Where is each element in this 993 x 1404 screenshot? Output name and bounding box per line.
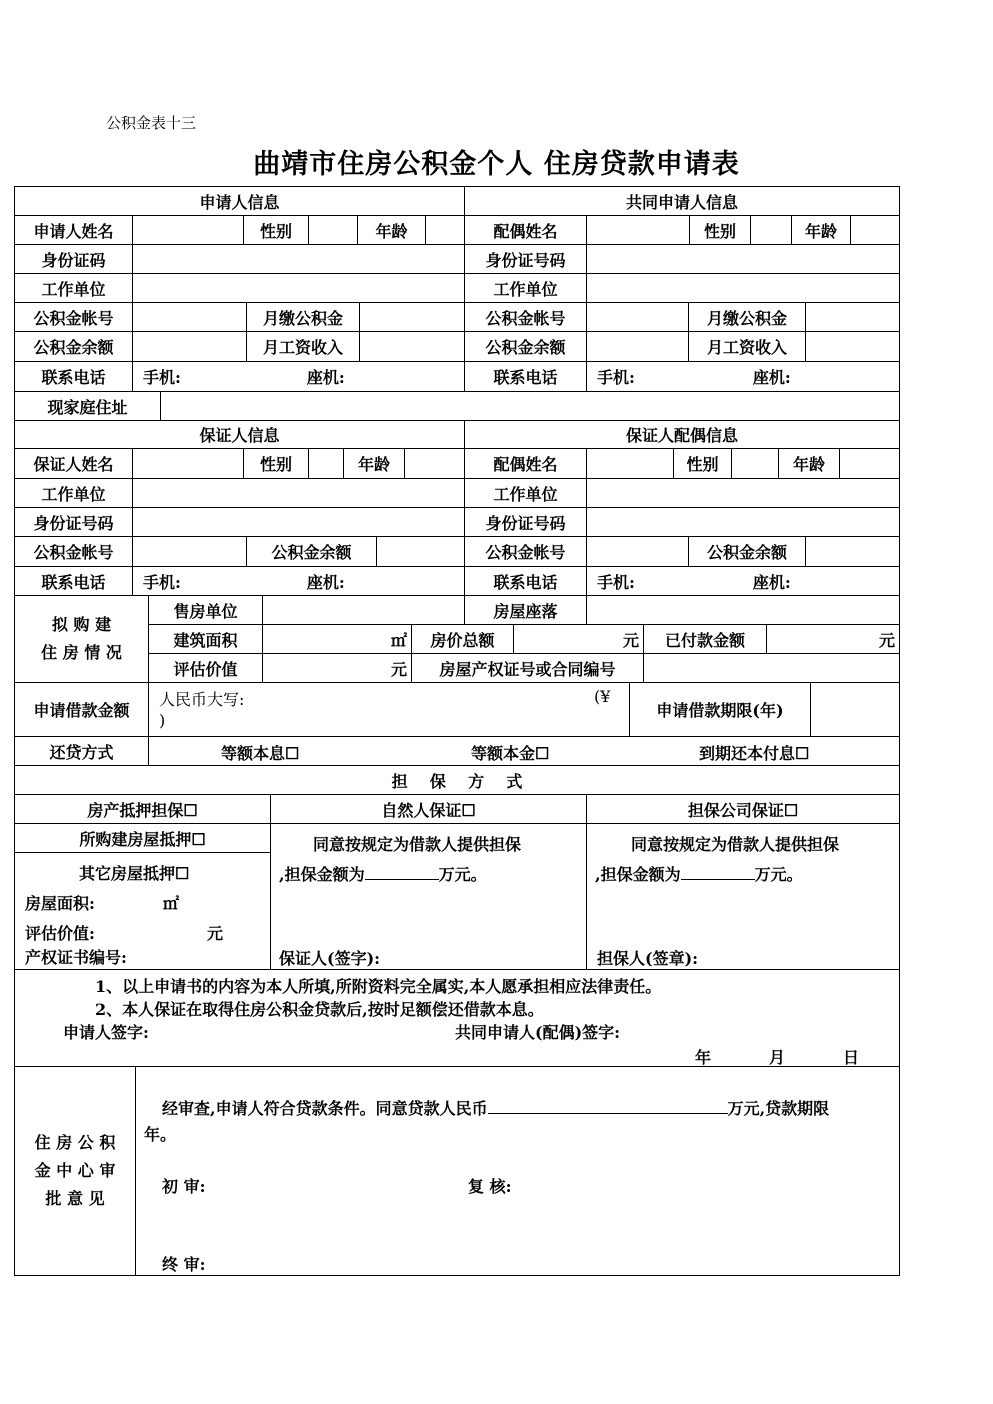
applicant-employer-field[interactable]	[132, 273, 465, 303]
page-title: 曲靖市住房公积金个人 住房贷款申请表	[253, 149, 740, 180]
guarantor-age-label: 年龄	[343, 448, 405, 479]
recheck-label: 复 核:	[468, 1177, 512, 1196]
date-day: 日	[843, 1048, 860, 1067]
guarantor-spouse-mobile-label: 手机:	[597, 572, 635, 592]
guarantor-name-label: 保证人姓名	[14, 448, 133, 479]
applicant-monthly-deposit-label: 月缴公积金	[246, 302, 360, 332]
repayment-options	[148, 736, 900, 766]
applicant-name-label: 申请人姓名	[14, 215, 133, 245]
applicant-account-label: 公积金帐号	[14, 302, 133, 332]
guarantor-age-field[interactable]	[404, 448, 465, 479]
paid-field[interactable]	[766, 624, 900, 654]
guarantor-employer-label: 工作单位	[14, 478, 133, 508]
guarantor-header: 保证人信息	[14, 420, 465, 449]
co-applicant-phone-label: 联系电话	[464, 361, 587, 392]
other-cert-label: 产权证书编号:	[25, 948, 127, 967]
total-price-field[interactable]	[513, 624, 644, 654]
guarantee-header: 担 保 方 式	[14, 765, 900, 795]
approval-text-line2: 年。	[144, 1125, 177, 1144]
guarantor-landline-label: 座机:	[306, 572, 345, 592]
guarantor-spouse-id-field[interactable]	[586, 507, 900, 537]
guarantor-id-field[interactable]	[132, 507, 465, 537]
co-applicant-account-label: 公积金帐号	[464, 302, 587, 332]
certificate-field[interactable]	[643, 653, 900, 683]
guarantor-account-label: 公积金帐号	[14, 536, 133, 567]
total-price-label: 房价总额	[411, 624, 514, 654]
co-applicant-balance-field[interactable]	[586, 331, 689, 362]
company-agree-text-b: 万元。	[754, 865, 803, 884]
applicant-monthly-deposit-field[interactable]	[359, 302, 465, 332]
other-house-option[interactable]: 其它房屋抵押☐	[79, 864, 190, 883]
loan-amount-field[interactable]	[148, 682, 630, 737]
applicant-sign-label: 申请人签字:	[63, 1023, 149, 1042]
paid-label: 已付款金额	[643, 624, 767, 654]
repayment-option-equal-principal[interactable]: 等额本金☐	[471, 744, 550, 763]
company-sign-label: 担保人(签章):	[597, 949, 699, 968]
declaration-line1: 1、以上申请书的内容为本人所填,所附资料完全属实,本人愿承担相应法律责任。	[95, 977, 662, 996]
approval-text-line1	[162, 1096, 829, 1119]
guarantor-spouse-id-label: 身份证号码	[464, 507, 587, 537]
appraisal-unit: 元	[390, 659, 407, 679]
guarantor-spouse-landline-label: 座机:	[752, 572, 791, 592]
appraisal-field[interactable]	[262, 653, 412, 683]
repayment-option-bullet[interactable]: 到期还本付息☐	[699, 744, 810, 763]
guarantor-spouse-gender-label: 性别	[673, 448, 732, 479]
applicant-gender-label: 性别	[243, 215, 309, 245]
area-unit: ㎡	[390, 630, 407, 650]
guarantor-spouse-age-label: 年龄	[778, 448, 840, 479]
approval-label-line1: 住 房 公 积	[34, 1133, 116, 1152]
guarantor-sign-label: 保证人(签字):	[279, 949, 381, 968]
house-header-line2: 住 房 情 况	[41, 643, 122, 662]
guarantor-spouse-name-label: 配偶姓名	[464, 448, 587, 479]
applicant-gender-field[interactable]	[308, 215, 358, 245]
declaration-line2: 2、本人保证在取得住房公积金贷款后,按时足额偿还借款本息。	[95, 1000, 544, 1019]
co-applicant-gender-field[interactable]	[750, 215, 792, 245]
natural-agree-text-b: 万元。	[438, 865, 487, 884]
applicant-age-field[interactable]	[425, 215, 465, 245]
loan-amount-label: 申请借款金额	[14, 682, 149, 737]
guarantor-mobile-label: 手机:	[143, 572, 181, 592]
co-applicant-phone-field[interactable]	[586, 361, 900, 392]
house-header	[14, 595, 149, 683]
paid-unit: 元	[878, 630, 895, 650]
guarantor-spouse-employer-label: 工作单位	[464, 478, 587, 508]
other-area-unit: ㎡	[163, 894, 180, 913]
other-area-label: 房屋面积:	[25, 894, 95, 913]
loan-term-field[interactable]	[810, 682, 900, 737]
co-applicant-income-label: 月工资收入	[688, 331, 806, 362]
guarantor-spouse-balance-field[interactable]	[805, 536, 900, 567]
guarantor-spouse-header: 保证人配偶信息	[464, 420, 900, 449]
applicant-income-label: 月工资收入	[246, 331, 360, 362]
address-field[interactable]	[160, 391, 900, 421]
guarantor-spouse-employer-field[interactable]	[586, 478, 900, 508]
applicant-phone-label: 联系电话	[14, 361, 133, 392]
natural-amount-blank[interactable]	[365, 863, 439, 880]
co-applicant-mobile-label: 手机:	[597, 368, 635, 387]
other-value-unit: 元	[207, 924, 224, 943]
repayment-label: 还贷方式	[14, 736, 149, 766]
applicant-income-field[interactable]	[359, 331, 465, 362]
co-applicant-age-field[interactable]	[850, 215, 900, 245]
certificate-label: 房屋产权证号或合同编号	[411, 653, 644, 683]
total-price-unit: 元	[622, 630, 639, 650]
co-applicant-landline-label: 座机:	[752, 368, 791, 387]
approval-amount-blank[interactable]	[488, 1097, 728, 1114]
natural-agree-text-a: ,担保金额为	[279, 865, 365, 884]
final-review-label: 终 审:	[162, 1255, 206, 1274]
form-code: 公积金表十三	[106, 114, 197, 132]
company-option[interactable]: 担保公司保证☐	[586, 794, 900, 824]
company-amount-blank[interactable]	[681, 863, 755, 880]
yuan-close: )	[159, 711, 166, 730]
approval-block	[135, 1066, 900, 1276]
company-agree-line1: 同意按规定为借款人提供担保	[631, 835, 840, 854]
yuan-open: (¥	[594, 687, 611, 706]
area-field[interactable]	[262, 624, 412, 654]
purchased-house-option[interactable]: 所购建房屋抵押☐	[14, 823, 271, 853]
area-label: 建筑面积	[148, 624, 263, 654]
applicant-id-field[interactable]	[132, 244, 465, 274]
natural-agree-line2	[279, 862, 487, 885]
guarantor-balance-field[interactable]	[376, 536, 465, 567]
applicant-mobile-label: 手机:	[143, 368, 181, 387]
co-applicant-name-field[interactable]	[586, 215, 690, 245]
rmb-upper-label: 人民币大写:	[159, 690, 245, 709]
seller-label: 售房单位	[148, 595, 263, 625]
date-year: 年	[695, 1048, 712, 1067]
guarantor-spouse-account-label: 公积金帐号	[464, 536, 587, 567]
guarantor-gender-field[interactable]	[308, 448, 344, 479]
company-agree-line2	[595, 862, 803, 885]
other-house-block	[14, 852, 271, 970]
guarantor-phone-field[interactable]	[132, 566, 465, 596]
approval-text-a: 经审查,申请人符合贷款条件。同意贷款人民币	[162, 1099, 488, 1118]
guarantor-phone-label: 联系电话	[14, 566, 133, 596]
co-applicant-income-field[interactable]	[805, 331, 900, 362]
applicant-employer-label: 工作单位	[14, 273, 133, 303]
applicant-balance-label: 公积金余额	[14, 331, 133, 362]
approval-text-b: 万元,贷款期限	[727, 1099, 830, 1118]
co-applicant-header: 共同申请人信息	[464, 186, 900, 216]
house-header-line1: 拟 购 建	[51, 615, 112, 634]
co-applicant-employer-label: 工作单位	[464, 273, 587, 303]
guarantor-spouse-gender-field[interactable]	[731, 448, 779, 479]
co-applicant-monthly-deposit-label: 月缴公积金	[688, 302, 806, 332]
appraisal-label: 评估价值	[148, 653, 263, 683]
applicant-landline-label: 座机:	[306, 368, 345, 387]
declaration-block	[14, 969, 900, 1067]
guarantor-spouse-name-field[interactable]	[586, 448, 674, 479]
company-agree-text-a: ,担保金额为	[595, 865, 681, 884]
date-month: 月	[769, 1048, 786, 1067]
natural-agree-line1: 同意按规定为借款人提供担保	[313, 835, 522, 854]
applicant-phone-field[interactable]	[132, 361, 465, 392]
approval-label-line3: 批 意 见	[45, 1189, 105, 1208]
co-applicant-sign-label: 共同申请人(配偶)签字:	[455, 1023, 621, 1042]
applicant-balance-field[interactable]	[132, 331, 247, 362]
company-block	[586, 823, 900, 970]
property-mortgage-option[interactable]: 房产抵押担保☐	[14, 794, 271, 824]
repayment-option-equal-installment[interactable]: 等额本息☐	[221, 744, 300, 763]
approval-label-line2: 金 中 心 审	[34, 1161, 116, 1180]
co-applicant-gender-label: 性别	[689, 215, 751, 245]
co-applicant-id-label: 身份证号码	[464, 244, 587, 274]
guarantor-id-label: 身份证号码	[14, 507, 133, 537]
co-applicant-id-field[interactable]	[586, 244, 900, 274]
location-field[interactable]	[586, 595, 900, 625]
co-applicant-account-field[interactable]	[586, 302, 689, 332]
natural-person-option[interactable]: 自然人保证☐	[270, 794, 587, 824]
co-applicant-balance-label: 公积金余额	[464, 331, 587, 362]
seller-field[interactable]	[262, 595, 465, 625]
guarantor-balance-label: 公积金余额	[246, 536, 377, 567]
applicant-id-label: 身份证码	[14, 244, 133, 274]
applicant-age-label: 年龄	[357, 215, 426, 245]
other-value-label: 评估价值:	[25, 924, 95, 943]
location-label: 房屋座落	[464, 595, 587, 625]
address-label: 现家庭住址	[14, 391, 161, 421]
co-applicant-age-label: 年龄	[791, 215, 851, 245]
approval-label	[14, 1066, 136, 1276]
guarantor-spouse-account-field[interactable]	[586, 536, 689, 567]
first-review-label: 初 审:	[162, 1177, 206, 1196]
guarantor-spouse-age-field[interactable]	[839, 448, 900, 479]
guarantor-employer-field[interactable]	[132, 478, 465, 508]
co-applicant-employer-field[interactable]	[586, 273, 900, 303]
guarantor-spouse-balance-label: 公积金余额	[688, 536, 806, 567]
applicant-name-field[interactable]	[132, 215, 244, 245]
applicant-header: 申请人信息	[14, 186, 465, 216]
loan-term-label: 申请借款期限(年)	[629, 682, 811, 737]
natural-person-block	[270, 823, 587, 970]
co-applicant-name-label: 配偶姓名	[464, 215, 587, 245]
guarantor-spouse-phone-field[interactable]	[586, 566, 900, 596]
applicant-account-field[interactable]	[132, 302, 247, 332]
guarantor-spouse-phone-label: 联系电话	[464, 566, 587, 596]
co-applicant-monthly-deposit-field[interactable]	[805, 302, 900, 332]
guarantor-account-field[interactable]	[132, 536, 247, 567]
guarantor-name-field[interactable]	[132, 448, 244, 479]
guarantor-gender-label: 性别	[243, 448, 309, 479]
